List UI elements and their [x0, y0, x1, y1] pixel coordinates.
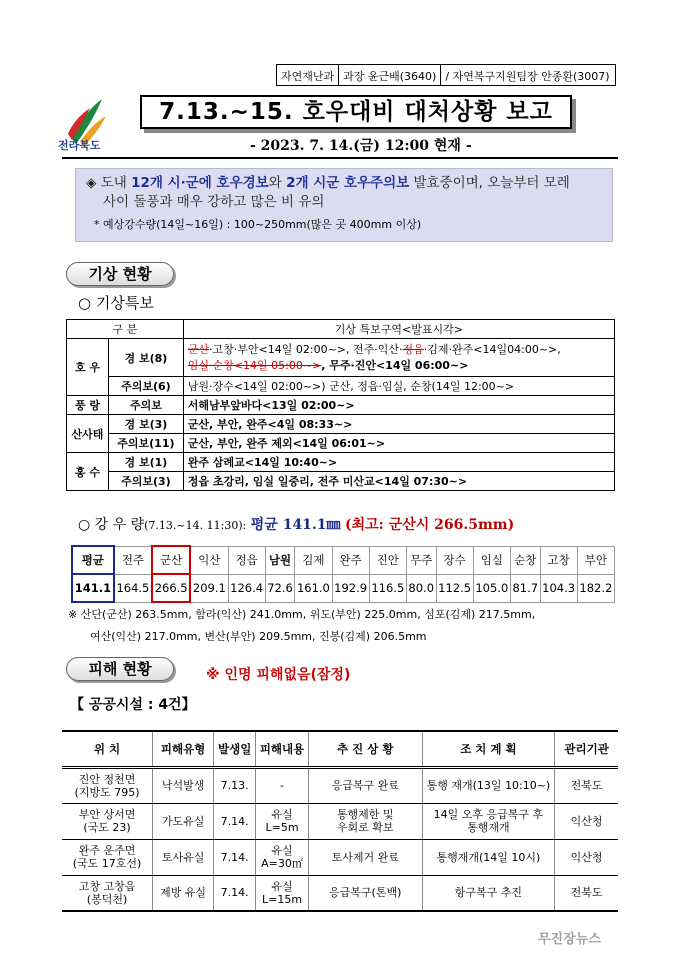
damage-column-header: 피해유형 [153, 731, 214, 767]
rainfall-region: 평균 [72, 546, 114, 574]
damage-cell: 통행재개(14일 10시) [422, 839, 555, 875]
damage-cell: 제방 유실 [153, 875, 214, 911]
damage-cell: 7.13. [214, 767, 256, 803]
damage-cell: 7.14. [214, 839, 256, 875]
weather-advisory-subheading: ○ 기상특보 [78, 294, 154, 312]
director-label: 과장 윤근배(3640) [339, 65, 441, 85]
rainfall-region: 김제 [295, 546, 332, 574]
rainfall-region: 남원 [265, 546, 295, 574]
rainfall-region: 군산 [152, 546, 190, 574]
rainfall-region: 정읍 [228, 546, 265, 574]
rainfall-value: 209.1 [190, 574, 228, 602]
damage-column-header: 관리기관 [555, 731, 618, 767]
rainfall-value: 81.7 [510, 574, 540, 602]
summary-highlight: 2개 시군 호우주의보 [286, 175, 410, 191]
rainfall-region: 무주 [406, 546, 436, 574]
damage-cell: 전북도 [555, 875, 618, 911]
rainfall-value: 192.9 [332, 574, 369, 602]
damage-cell: 항구복구 추진 [422, 875, 555, 911]
damage-cell: 전북도 [555, 767, 618, 803]
summary-text: 와 [268, 175, 287, 191]
damage-cell: 익산청 [555, 839, 618, 875]
note-line: 여산(익산) 217.0mm, 변산(부안) 209.5mm, 진봉(김제) 206.5mm [90, 630, 427, 643]
rainfall-region: 익산 [190, 546, 228, 574]
rainfall-value: 141.1 [72, 574, 114, 602]
watermark: 무진장뉴스 [538, 932, 601, 947]
damage-cell: 통행 재개(13일 10:10~) [422, 767, 555, 803]
area-text: ·고창·부안<14일 02:00~>, 전주·익산· [209, 342, 403, 356]
flood-warning-areas: 완주 삼례교<14일 10:40~> [183, 453, 614, 472]
damage-cell: 통행제한 및 우회로 확보 [308, 803, 422, 839]
facility-count: 【 공공시설 : 4건】 [70, 697, 196, 713]
rainfall-value: 182.2 [577, 574, 614, 602]
page-title: 7.13.~15. 호우대비 대처상황 보고 [140, 95, 572, 129]
rainfall-note [68, 604, 618, 648]
summary-highlight: 12개 시·군에 호우경보 [131, 175, 269, 191]
damage-cell: 유실 L=15m [256, 875, 309, 911]
team-label: / 자연복구지원팀장 안종환(3007) [445, 70, 610, 83]
summary-text: 도내 [100, 175, 132, 191]
rainfall-region: 임실 [473, 546, 510, 574]
rainfall-value: 105.0 [473, 574, 510, 602]
damage-column-header: 위 치 [62, 731, 153, 767]
note-line: ※ 산단(군산) 263.5mm, 함라(익산) 241.0mm, 위도(부안) 225.0mm, 심포(김제) 217.5mm, [68, 608, 536, 621]
rainfall-value: 80.0 [406, 574, 436, 602]
damage-cell: 유실 L=5m [256, 803, 309, 839]
level-label: 경 보(3) [109, 415, 184, 434]
category-wind: 풍 랑 [67, 396, 109, 415]
summary-text: 발효중이며, 오늘부터 모레 [409, 175, 570, 191]
damage-table [62, 730, 618, 912]
rainfall-region: 진안 [369, 546, 406, 574]
category-flood: 홍 수 [67, 453, 109, 491]
cancelled-area: 정읍 [402, 342, 424, 356]
rainfall-value: 126.4 [228, 574, 265, 602]
landslide-advisory-areas: 군산, 부안, 완주 제외<14일 06:01~> [183, 434, 614, 453]
damage-cell: 7.14. [214, 875, 256, 911]
cancelled-area: 임실·순창<14일 05:00~> [187, 358, 322, 372]
landslide-warning-areas: 군산, 부안, 완주<4일 08:33~> [183, 415, 614, 434]
damage-cell: - [256, 767, 309, 803]
damage-cell: 익산청 [555, 803, 618, 839]
damage-cell: 낙석발생 [153, 767, 214, 803]
table-header: 기상 특보구역<발표시각> [183, 320, 614, 339]
logo-text: 전라북도 [58, 139, 101, 152]
category-rain: 호 우 [67, 339, 109, 396]
damage-cell: 토사제거 완료 [308, 839, 422, 875]
diamond-bullet-icon: ◈ [86, 175, 97, 191]
table-header: 구 분 [67, 320, 184, 339]
rainfall-value: 164.5 [114, 574, 152, 602]
damage-cell: 토사유실 [153, 839, 214, 875]
weather-advisory-table [66, 319, 615, 491]
damage-cell: 고창 고창읍 (봉덕천) [62, 875, 153, 911]
rainfall-average: 평균 141.1㎜ [250, 517, 341, 533]
rain-advisory-areas: 남원·장수<14일 02:00~>) 군산, 정읍·임실, 순창(14일 12:00~> [183, 377, 614, 396]
damage-cell: 응급복구 완료 [308, 767, 422, 803]
rainfall-value: 72.6 [265, 574, 295, 602]
level-label: 주의보(3) [109, 472, 184, 491]
rainfall-value: 116.5 [369, 574, 406, 602]
rainfall-region: 순창 [510, 546, 540, 574]
damage-section-pill: 피해 현황 [66, 657, 174, 681]
damage-row [62, 839, 618, 875]
rainfall-value: 161.0 [295, 574, 332, 602]
damage-cell: 14일 오후 응급복구 후 통행재개 [422, 803, 555, 839]
rainfall-value: 104.3 [540, 574, 577, 602]
rainfall-value: 112.5 [436, 574, 473, 602]
damage-column-header: 발생일 [214, 731, 256, 767]
level-label: 경 보(8) [109, 339, 184, 377]
level-label: 경 보(1) [109, 453, 184, 472]
level-label: 주의보(6) [109, 377, 184, 396]
rainfall-region: 전주 [114, 546, 152, 574]
damage-row [62, 803, 618, 839]
rainfall-region: 부안 [577, 546, 614, 574]
damage-column-header: 추 진 상 황 [308, 731, 422, 767]
damage-column-header: 피해내용 [256, 731, 309, 767]
rainfall-label: ○ 강 우 량 [78, 517, 145, 533]
flood-advisory-areas: 정읍 초강리, 임실 일중리, 전주 미산교<14일 07:30~> [183, 472, 614, 491]
damage-cell: 7.14. [214, 803, 256, 839]
area-text: , 무주·진안<14일 06:00~> [321, 358, 469, 372]
title-divider [62, 157, 618, 159]
forecast-note: * 예상강수량(14일~16일) : 100~250mm(많은 곳 400mm 이상) [94, 218, 422, 231]
damage-row [62, 875, 618, 911]
rainfall-region: 고창 [540, 546, 577, 574]
level-label: 주의보 [109, 396, 184, 415]
rainfall-region: 완주 [332, 546, 369, 574]
damage-cell: 완주 운주면 (국도 17호선) [62, 839, 153, 875]
cancelled-area: 군산 [187, 342, 210, 356]
rainfall-max: (최고: 군산시 266.5mm) [345, 517, 515, 533]
damage-cell: 진안 정천면 (지방도 795) [62, 767, 153, 803]
wind-advisory-areas: 서해남부앞바다<13일 02:00~> [183, 396, 614, 415]
rain-warning-areas [183, 339, 614, 377]
damage-cell: 부안 상서면 (국도 23) [62, 803, 153, 839]
level-label: 주의보(11) [109, 434, 184, 453]
summary-box [75, 168, 613, 242]
damage-row [62, 767, 618, 803]
department-contact-box [276, 64, 616, 86]
damage-cell: 응급복구(톤백) [308, 875, 422, 911]
department-label: 자연재난과 [277, 65, 339, 85]
summary-line2: 사이 돌풍과 매우 강하고 많은 비 유의 [103, 194, 325, 210]
rainfall-table [71, 545, 615, 603]
damage-cell: 유실 A=30㎡ [256, 839, 309, 875]
weather-section-pill: 기상 현황 [66, 262, 174, 286]
rainfall-summary [78, 514, 514, 534]
damage-cell: 가도유실 [153, 803, 214, 839]
rainfall-region: 장수 [436, 546, 473, 574]
damage-column-header: 조 치 계 획 [422, 731, 555, 767]
injury-status: ※ 인명 피해없음(잠정) [206, 667, 351, 683]
area-text: ·김제·완주<14일04:00~>, [423, 342, 561, 356]
report-date: - 2023. 7. 14.(금) 12:00 현재 - [250, 138, 472, 154]
rainfall-period: (7.13.~14. 11:30): [144, 519, 247, 532]
category-landslide: 산사태 [67, 415, 109, 453]
rainfall-value: 266.5 [152, 574, 190, 602]
